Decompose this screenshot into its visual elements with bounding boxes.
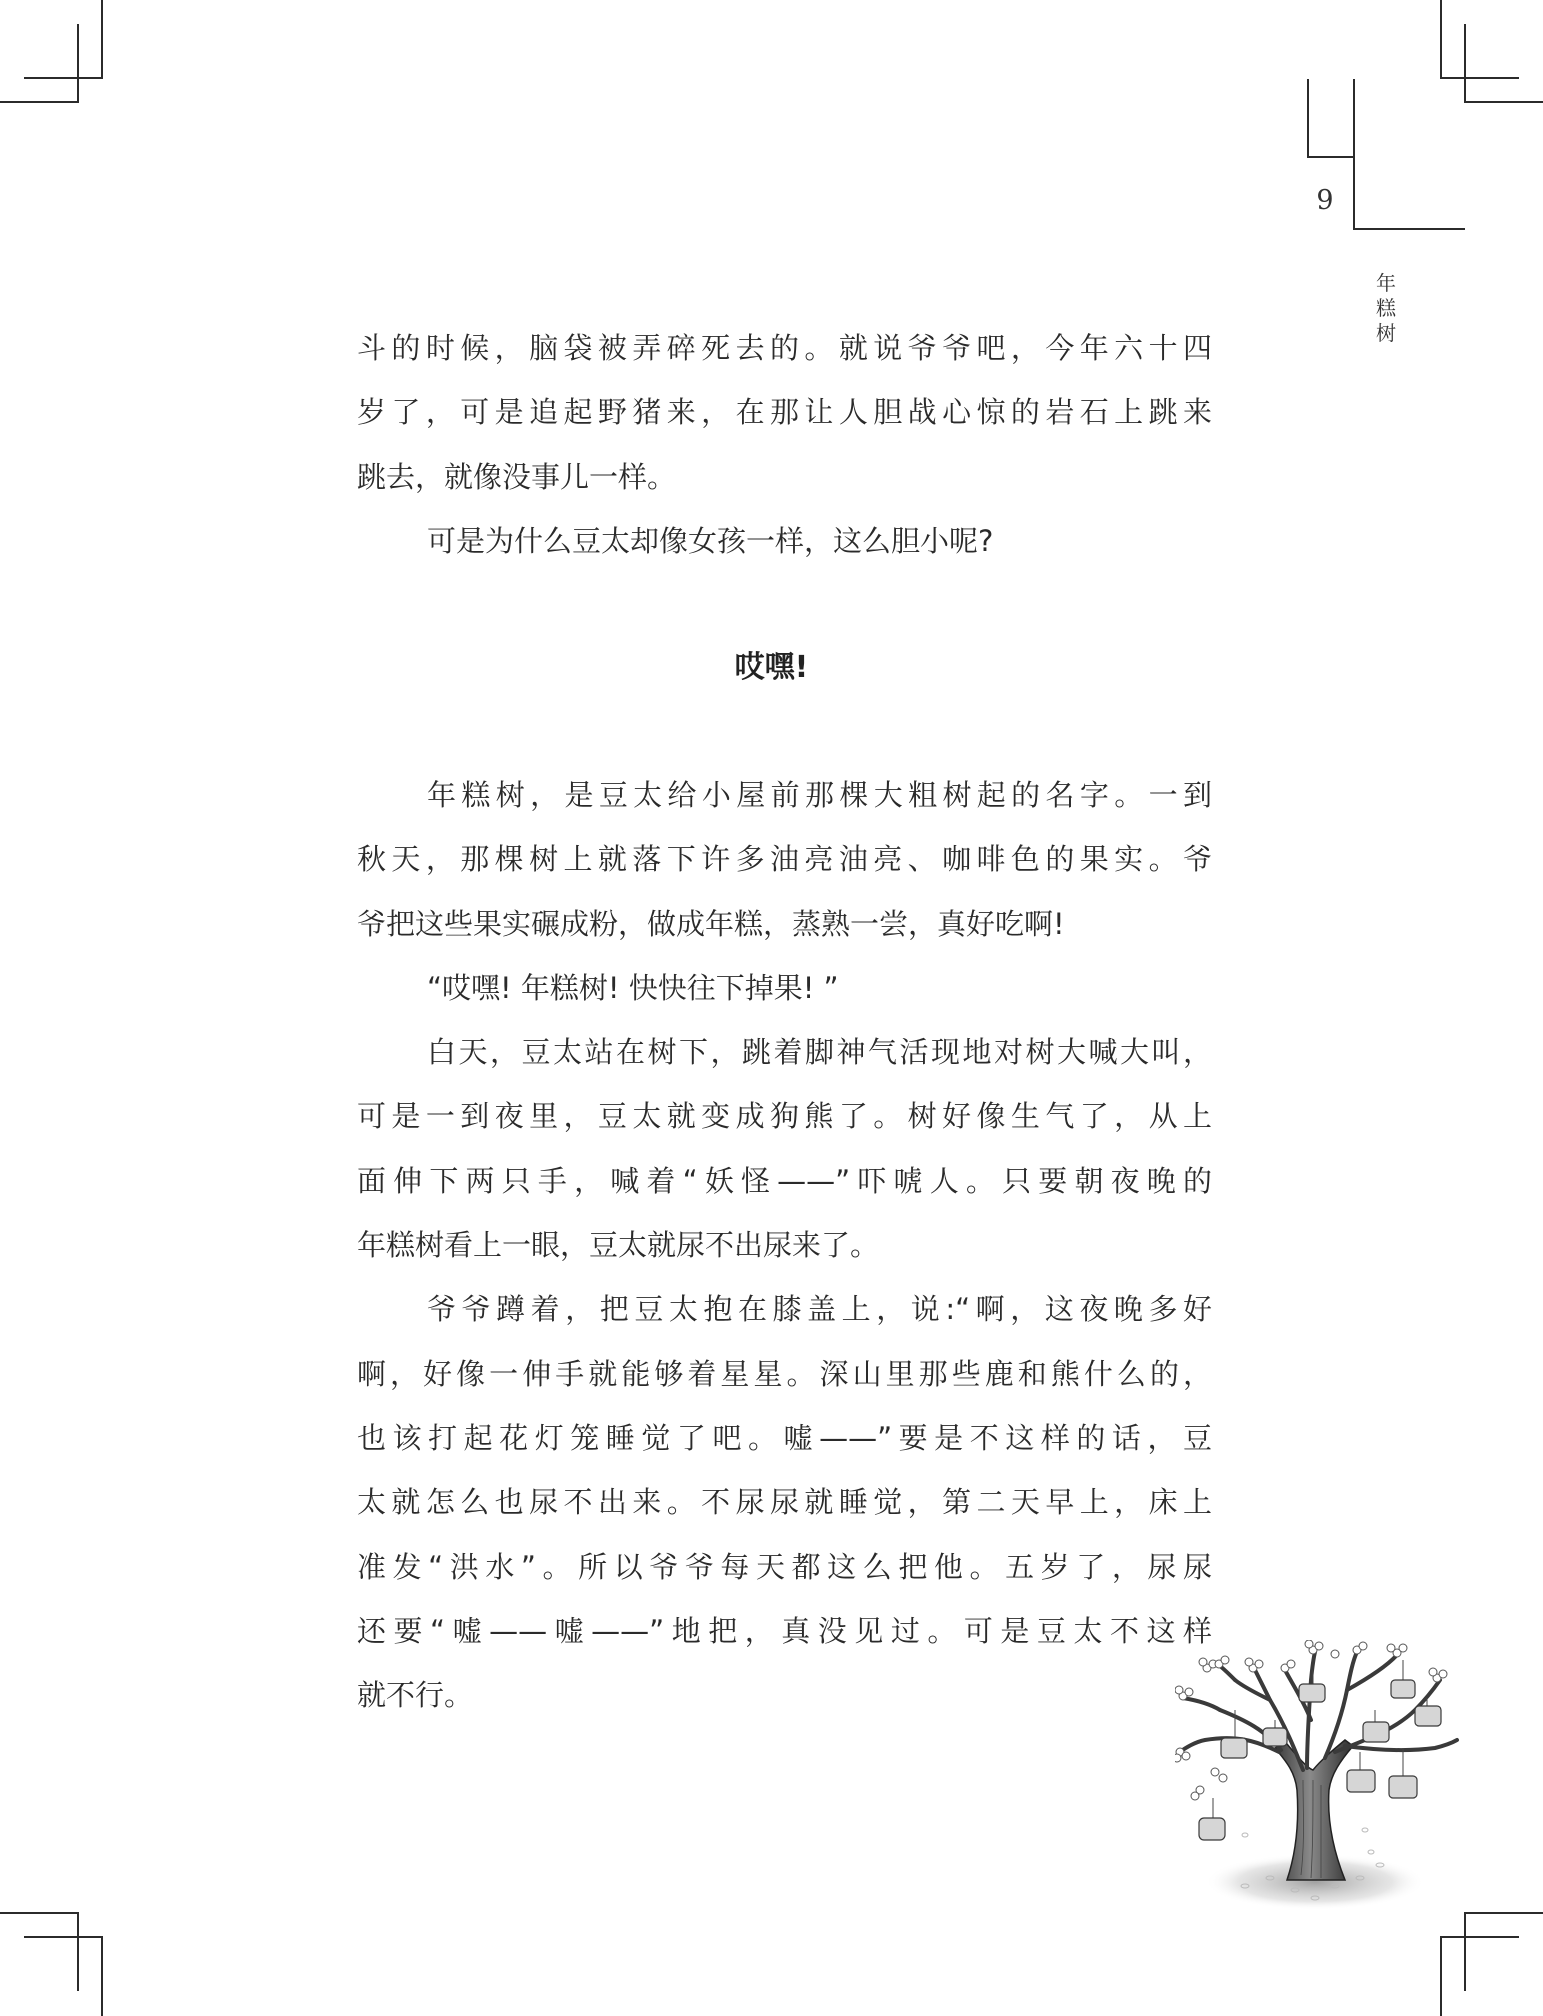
running-title-char: 树	[1376, 321, 1396, 345]
text-line: 爷爷蹲着，把豆太抱在膝盖上，说:“啊，这夜晚多好	[427, 1292, 1212, 1327]
text-block-section	[357, 763, 1212, 1727]
text-line: 秋天，那棵树上就落下许多油亮油亮、咖啡色的果实。爷	[357, 842, 1212, 877]
text-line: 年糕树看上一眼，豆太就尿不出尿来了。	[357, 1228, 880, 1263]
text-line: 可是一到夜里，豆太就变成狗熊了。树好像生气了，从上	[357, 1099, 1212, 1134]
text-line: 爷把这些果实碾成粉，做成年糕，蒸熟一尝，真好吃啊!	[357, 906, 1065, 941]
running-title-char: 年	[1376, 271, 1396, 295]
text-line: “哎嘿! 年糕树! 快快往下掉果! ”	[427, 970, 839, 1005]
text-line: 年糕树，是豆太给小屋前那棵大粗树起的名字。一到	[427, 778, 1212, 812]
text-line: 也该打起花灯笼睡觉了吧。嘘——”要是不这样的话，豆	[357, 1420, 1212, 1455]
text-line: 还要“嘘——嘘——”地把，真没见过。可是豆太不这样	[357, 1613, 1212, 1648]
text-block-continuation	[357, 316, 1212, 573]
text-line: 岁了，可是追起野猪来，在那让人胆战心惊的岩石上跳来	[357, 395, 1212, 430]
text-line: 可是为什么豆太却像女孩一样，这么胆小呢?	[427, 523, 994, 558]
text-line: 斗的时候，脑袋被弄碎死去的。就说爷爷吧，今年六十四	[357, 331, 1212, 365]
running-title-vertical	[1374, 271, 1398, 346]
text-line: 跳去，就像没事儿一样。	[357, 459, 677, 494]
section-heading: 哎嘿!	[734, 650, 809, 685]
text-line: 面伸下两只手，喊着“妖怪——”吓唬人。只要朝夜晚的	[357, 1163, 1212, 1198]
text-line: 就不行。	[357, 1678, 474, 1713]
text-line: 太就怎么也尿不出来。不尿尿就睡觉，第二天早上，床上	[357, 1485, 1212, 1520]
text-line: 白天，豆太站在树下，跳着脚神气活现地对树大喊大叫，	[427, 1035, 1212, 1070]
mochi-tree-illustration	[1175, 1640, 1465, 1925]
text-line: 啊，好像一伸手就能够着星星。深山里那些鹿和熊什么的，	[357, 1356, 1212, 1391]
page-number: 9	[1316, 185, 1334, 216]
running-title-char: 糕	[1376, 296, 1396, 320]
text-line: 准发“洪水”。所以爷爷每天都这么把他。五岁了，尿尿	[357, 1549, 1212, 1584]
